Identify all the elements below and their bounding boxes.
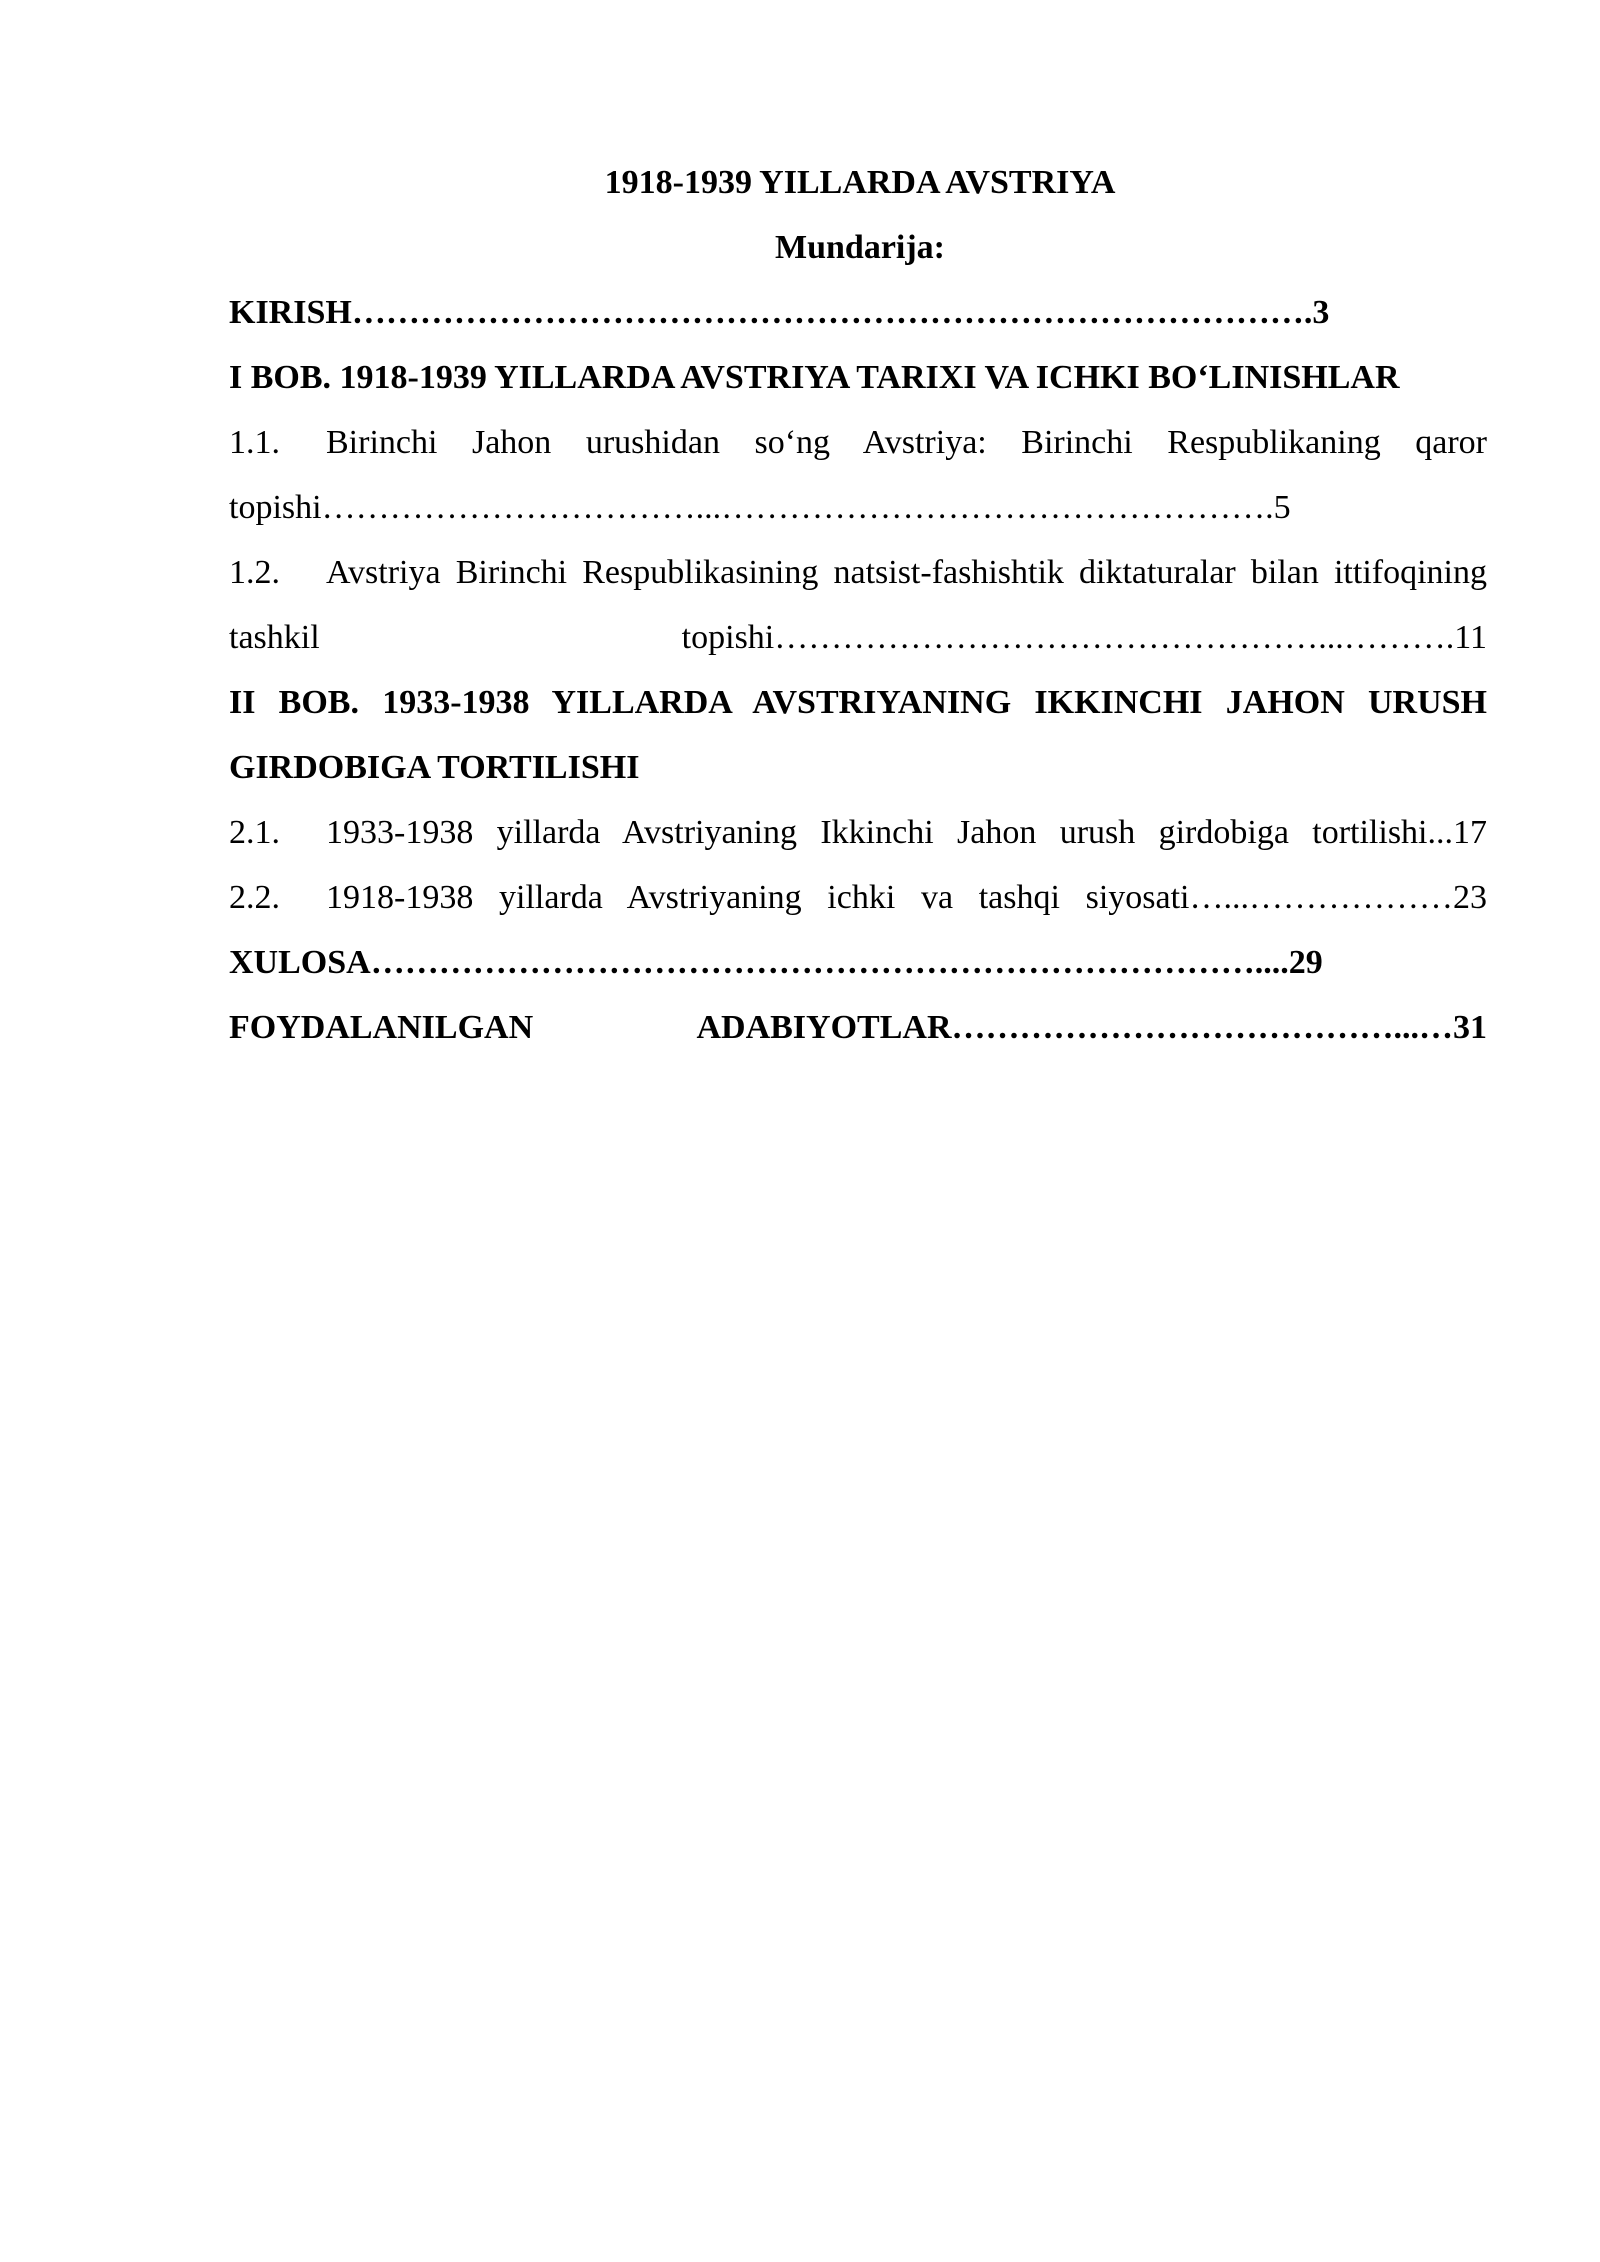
section-number: 1.1. bbox=[229, 424, 280, 461]
toc-section-2-1 bbox=[229, 800, 1487, 865]
toc-section-1-1 bbox=[229, 410, 1487, 540]
toc-section-2-2 bbox=[229, 865, 1487, 930]
toc-section-1-2 bbox=[229, 540, 1487, 670]
section-title: Avstriya Birinchi Respublikasining natsist-fashishtik diktaturalar bilan ittifoqining tashkil topishi…………………………………………...……….11 bbox=[229, 554, 1487, 656]
section-title: 1918-1938 yillarda Avstriyaning ichki va tashqi siyosati…...………………23 bbox=[326, 879, 1487, 916]
section-number: 2.1. bbox=[229, 814, 280, 851]
toc-chapter-1: I BOB. 1918-1939 YILLARDA AVSTRIYA TARIXI VA ICHKI BO‘LINISHLAR bbox=[229, 359, 1400, 396]
section-title: 1933-1938 yillarda Avstriyaning Ikkinchi Jahon urush girdobiga tortilishi...17 bbox=[326, 814, 1487, 851]
toc-chapter-2: II BOB. 1933-1938 YILLARDA AVSTRIYANING IKKINCHI JAHON URUSH GIRDOBIGA TORTILISHI bbox=[229, 684, 1487, 786]
document-page bbox=[229, 150, 1487, 1060]
toc-entry-xulosa: XULOSA……………………………………………………………………....29 bbox=[229, 944, 1323, 981]
section-number: 1.2. bbox=[229, 554, 280, 591]
document-title: 1918-1939 YILLARDA AVSTRIYA bbox=[604, 164, 1116, 201]
section-number: 2.2. bbox=[229, 879, 280, 916]
toc-entry-kirish: KIRISH………………………………………………………………………….3 bbox=[229, 294, 1330, 331]
toc-entry-adabiyotlar: FOYDALANILGAN ADABIYOTLAR…………………………………...…31 bbox=[229, 1009, 1487, 1046]
toc-heading: Mundarija: bbox=[775, 229, 945, 266]
section-title: Birinchi Jahon urushidan so‘ng Avstriya: Birinchi Respublikaning qaror topishi……………………………...………………………………………….5 bbox=[229, 424, 1487, 526]
